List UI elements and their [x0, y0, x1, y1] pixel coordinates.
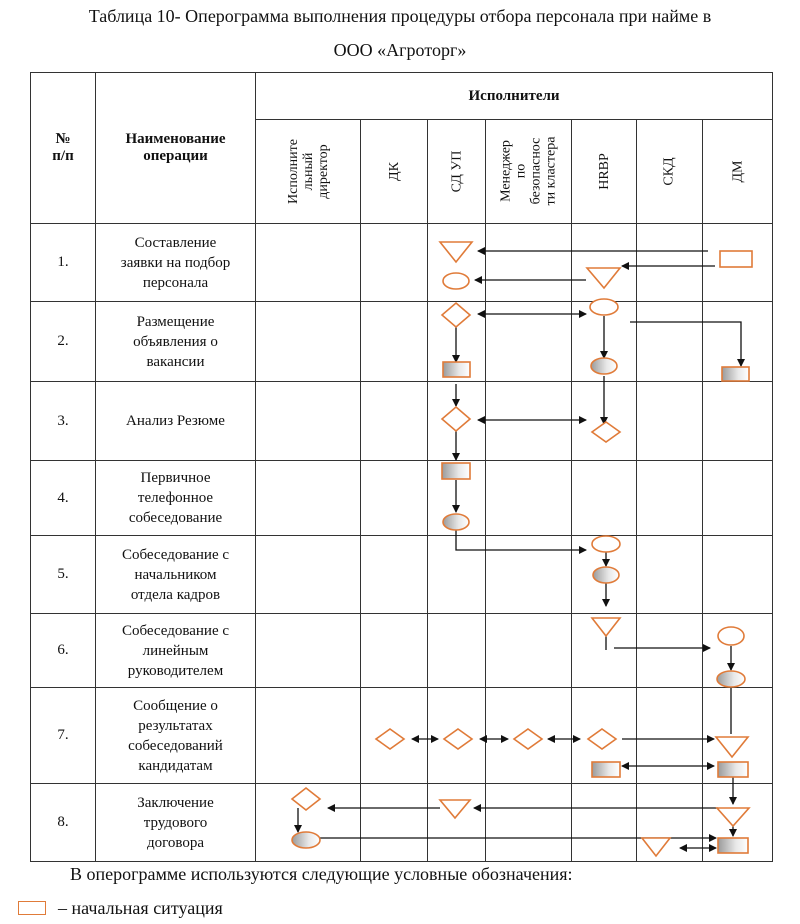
table-row	[31, 382, 773, 461]
table-row	[31, 614, 773, 688]
col-sd-up: СД УП	[428, 120, 486, 224]
legend-item-start	[18, 896, 223, 920]
table-caption-line2: ООО «Агроторг»	[333, 40, 467, 60]
row-operation: Сообщение о результатах собеседований кандидатам	[96, 688, 256, 784]
col-dm: ДМ	[703, 120, 773, 224]
header-num: № п/п	[31, 73, 96, 224]
row-operation: Анализ Резюме	[96, 382, 256, 461]
header-operation: Наименование операции	[96, 73, 256, 224]
table-row	[31, 536, 773, 614]
row-num: 6.	[31, 614, 96, 688]
row-operation: Первичное телефонное собеседование	[96, 461, 256, 536]
col-dk: ДК	[361, 120, 428, 224]
col-skd: СКД	[637, 120, 703, 224]
row-num: 5.	[31, 536, 96, 614]
row-operation: Размещение объявления о вакансии	[96, 302, 256, 382]
table-row	[31, 784, 773, 862]
row-operation: Собеседование с начальником отдела кадров	[96, 536, 256, 614]
row-num: 8.	[31, 784, 96, 862]
col-exec-director: Исполните льный директор	[256, 120, 361, 224]
start-rect-icon	[18, 901, 46, 915]
header-performers: Исполнители	[256, 73, 773, 120]
operogram-table	[30, 72, 773, 862]
row-operation: Составление заявки на подбор персонала	[96, 224, 256, 302]
legend-item-label: – начальная ситуация	[58, 898, 223, 918]
table-row	[31, 302, 773, 382]
table-row	[31, 688, 773, 784]
table-row	[31, 461, 773, 536]
row-operation: Заключение трудового договора	[96, 784, 256, 862]
row-num: 7.	[31, 688, 96, 784]
row-num: 3.	[31, 382, 96, 461]
row-num: 2.	[31, 302, 96, 382]
table-caption-line1: Таблица 10- Оперограмма выполнения процедуры отбора персонала при найме в	[88, 6, 712, 26]
legend-intro: В оперограмме используются следующие условные обозначения:	[70, 864, 573, 884]
row-num: 1.	[31, 224, 96, 302]
row-operation: Собеседование с линейным руководителем	[96, 614, 256, 688]
table-row	[31, 224, 773, 302]
row-num: 4.	[31, 461, 96, 536]
col-security-manager: Менеджер по безопаснос ти кластера	[486, 120, 572, 224]
col-hrbp: HRBP	[572, 120, 637, 224]
